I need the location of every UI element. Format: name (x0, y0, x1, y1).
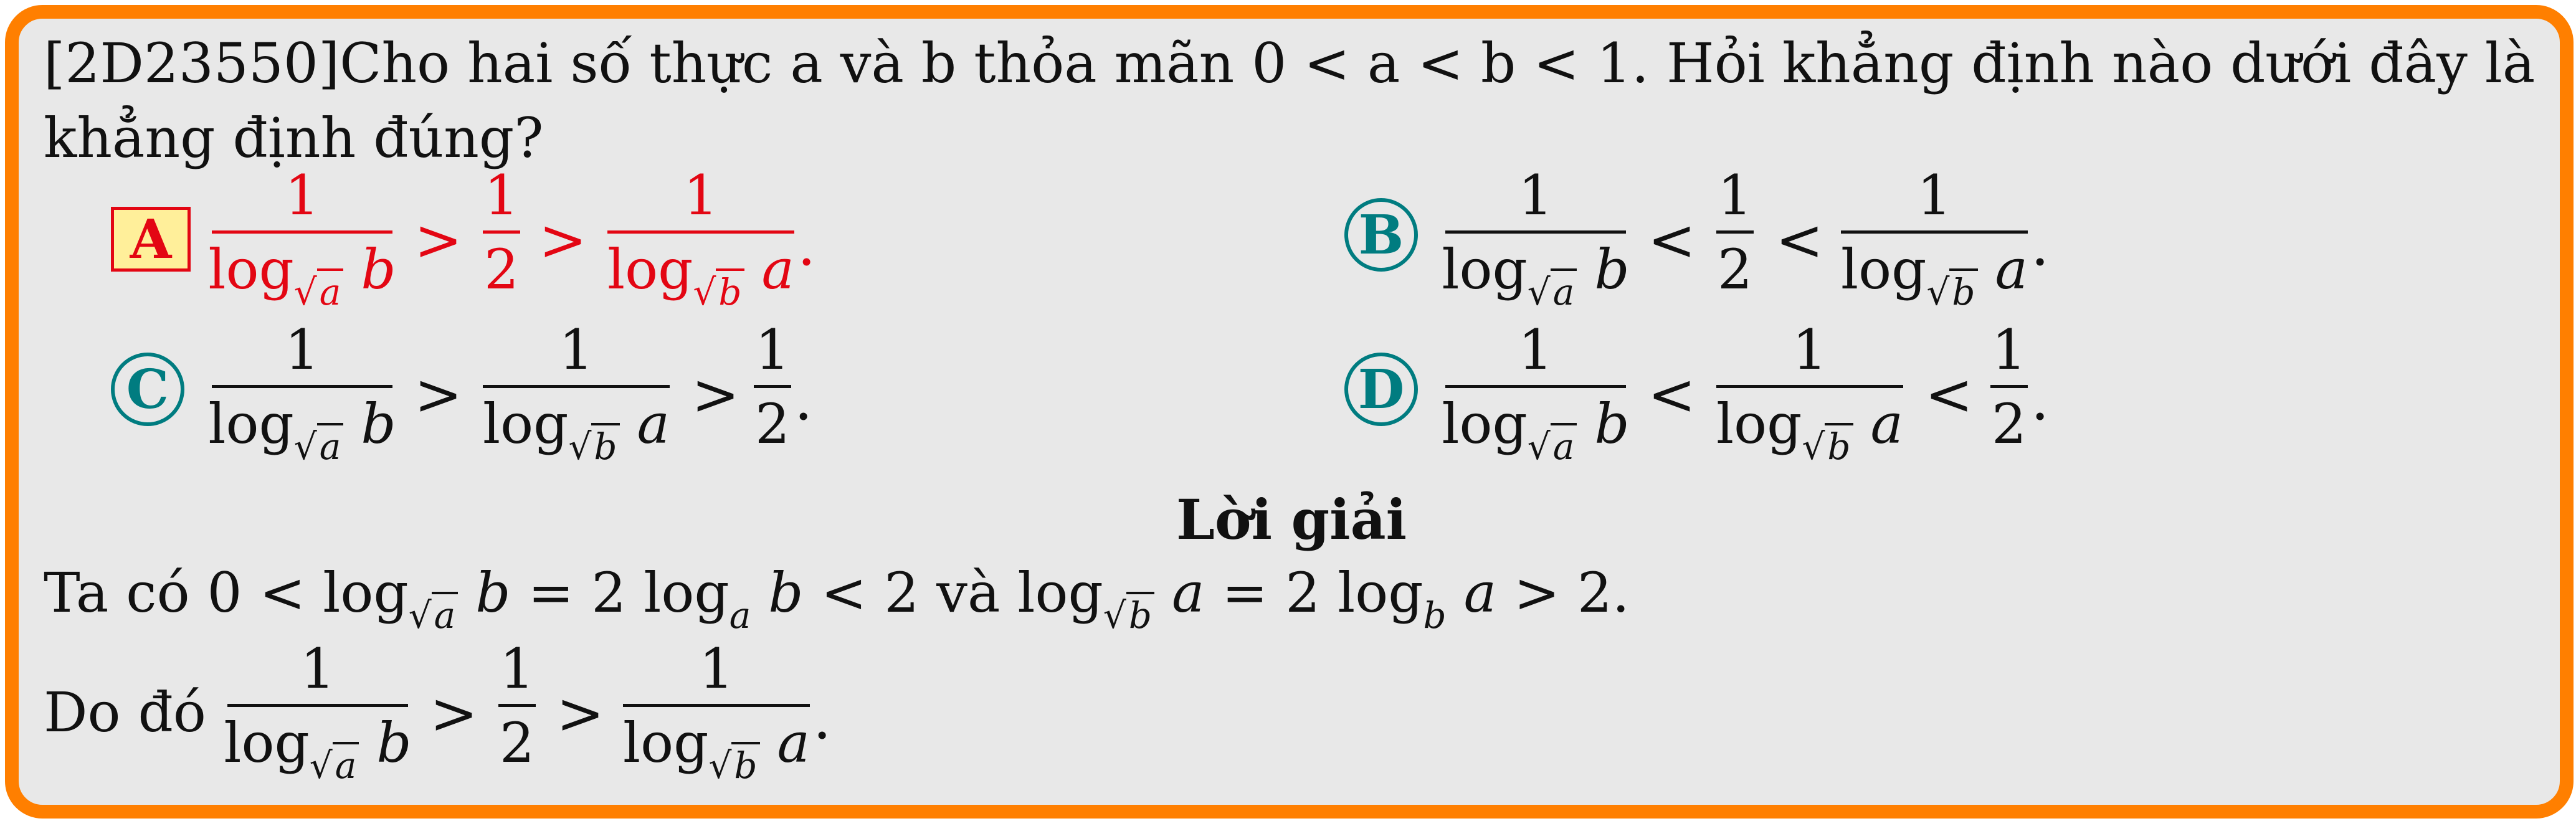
fraction-bar (1841, 230, 2028, 234)
fraction (224, 637, 412, 798)
fraction-half (498, 637, 536, 776)
fraction-bar (1716, 230, 1754, 234)
numerator: 1 (559, 318, 594, 382)
fraction-bar (607, 230, 794, 234)
numerator: 1 (683, 163, 718, 227)
solution-title: Lời giải (1176, 487, 1407, 552)
numerator: 1 (1992, 318, 2027, 382)
numerator: 1 (1917, 163, 1952, 227)
fraction-bar (1990, 385, 2028, 388)
solution-line-2-label: Do đó (44, 680, 206, 744)
greater-sign: > (556, 680, 605, 747)
numerator: 1 (500, 637, 535, 701)
denominator: 2 (500, 711, 535, 775)
fraction-bar (498, 704, 536, 707)
greater-sign: > (692, 361, 740, 428)
period: . (794, 366, 813, 433)
numerator: 1 (285, 163, 320, 227)
denominator: $\log_{√a} b$ (1442, 237, 1630, 313)
fraction-half (483, 163, 520, 302)
denominator: 2 (755, 392, 790, 456)
numerator: 1 (1518, 163, 1553, 227)
option-d-marker[interactable]: D (1344, 353, 1418, 426)
denominator: $\log_{√a} b$ (208, 237, 396, 313)
fraction (208, 318, 396, 479)
fraction-bar (212, 230, 392, 234)
period: . (813, 685, 832, 752)
problem-line-1: [2D23550]Cho hai số thực a và b thỏa mãn 0 < a < b < 1. Hỏi khẳng định nào dưới đây là (44, 31, 2536, 95)
denominator: $\log_{√a} b$ (1442, 392, 1630, 468)
denominator: 2 (484, 237, 519, 301)
denominator: 2 (1992, 392, 2027, 456)
fraction-bar (483, 385, 670, 388)
numerator: 1 (699, 637, 734, 701)
numerator: 1 (484, 163, 519, 227)
solution-line-1: Ta có $0 < \log_{√a} b = 2$ $\log_a b < 2$ và $\log_{√b} a = 2$ $\log_b a > 2$. (44, 561, 1630, 637)
numerator: 1 (1792, 318, 1827, 382)
fraction (483, 318, 670, 479)
period: . (2031, 366, 2050, 433)
option-a-marker[interactable]: A (111, 207, 191, 272)
period: . (2031, 212, 2050, 278)
greater-sign: > (414, 361, 463, 428)
denominator: $\log_{√a} b$ (208, 392, 396, 468)
fraction-bar (227, 704, 408, 707)
fraction-bar (212, 385, 392, 388)
fraction (1716, 318, 1903, 479)
greater-sign: > (430, 680, 478, 747)
option-b-marker[interactable]: B (1344, 198, 1418, 272)
fraction (208, 163, 396, 325)
less-sign: < (1648, 207, 1696, 273)
numerator: 1 (300, 637, 335, 701)
fraction-bar (1716, 385, 1903, 388)
option-c-marker[interactable]: C (111, 353, 184, 426)
period: . (797, 212, 816, 278)
fraction-bar (1445, 385, 1626, 388)
fraction (623, 637, 810, 798)
fraction-bar (483, 230, 520, 234)
less-sign: < (1775, 207, 1824, 273)
fraction-bar (623, 704, 810, 707)
denominator: $\log_{√b} a$ (1716, 392, 1904, 468)
denominator: $\log_{√a} b$ (224, 711, 412, 787)
less-sign: < (1648, 361, 1696, 428)
denominator: 2 (1718, 237, 1752, 301)
fraction-half (1990, 318, 2028, 457)
numerator: 1 (285, 318, 320, 382)
fraction-half (1716, 163, 1754, 302)
problem-line-2: khẳng định đúng? (44, 106, 544, 170)
fraction-half (754, 318, 791, 457)
fraction (1442, 318, 1630, 479)
denominator: $\log_{√b} a$ (1840, 237, 2028, 313)
denominator: $\log_{√b} a$ (622, 711, 810, 787)
fraction-bar (1445, 230, 1626, 234)
fraction (1442, 163, 1630, 325)
greater-sign: > (414, 207, 463, 273)
denominator: $\log_{√b} a$ (482, 392, 670, 468)
fraction-bar (754, 385, 791, 388)
fraction (1841, 163, 2028, 325)
numerator: 1 (755, 318, 790, 382)
less-sign: < (1925, 361, 1974, 428)
fraction (607, 163, 794, 325)
greater-sign: > (539, 207, 587, 273)
numerator: 1 (1518, 318, 1553, 382)
numerator: 1 (1718, 163, 1752, 227)
denominator: $\log_{√b} a$ (607, 237, 795, 313)
